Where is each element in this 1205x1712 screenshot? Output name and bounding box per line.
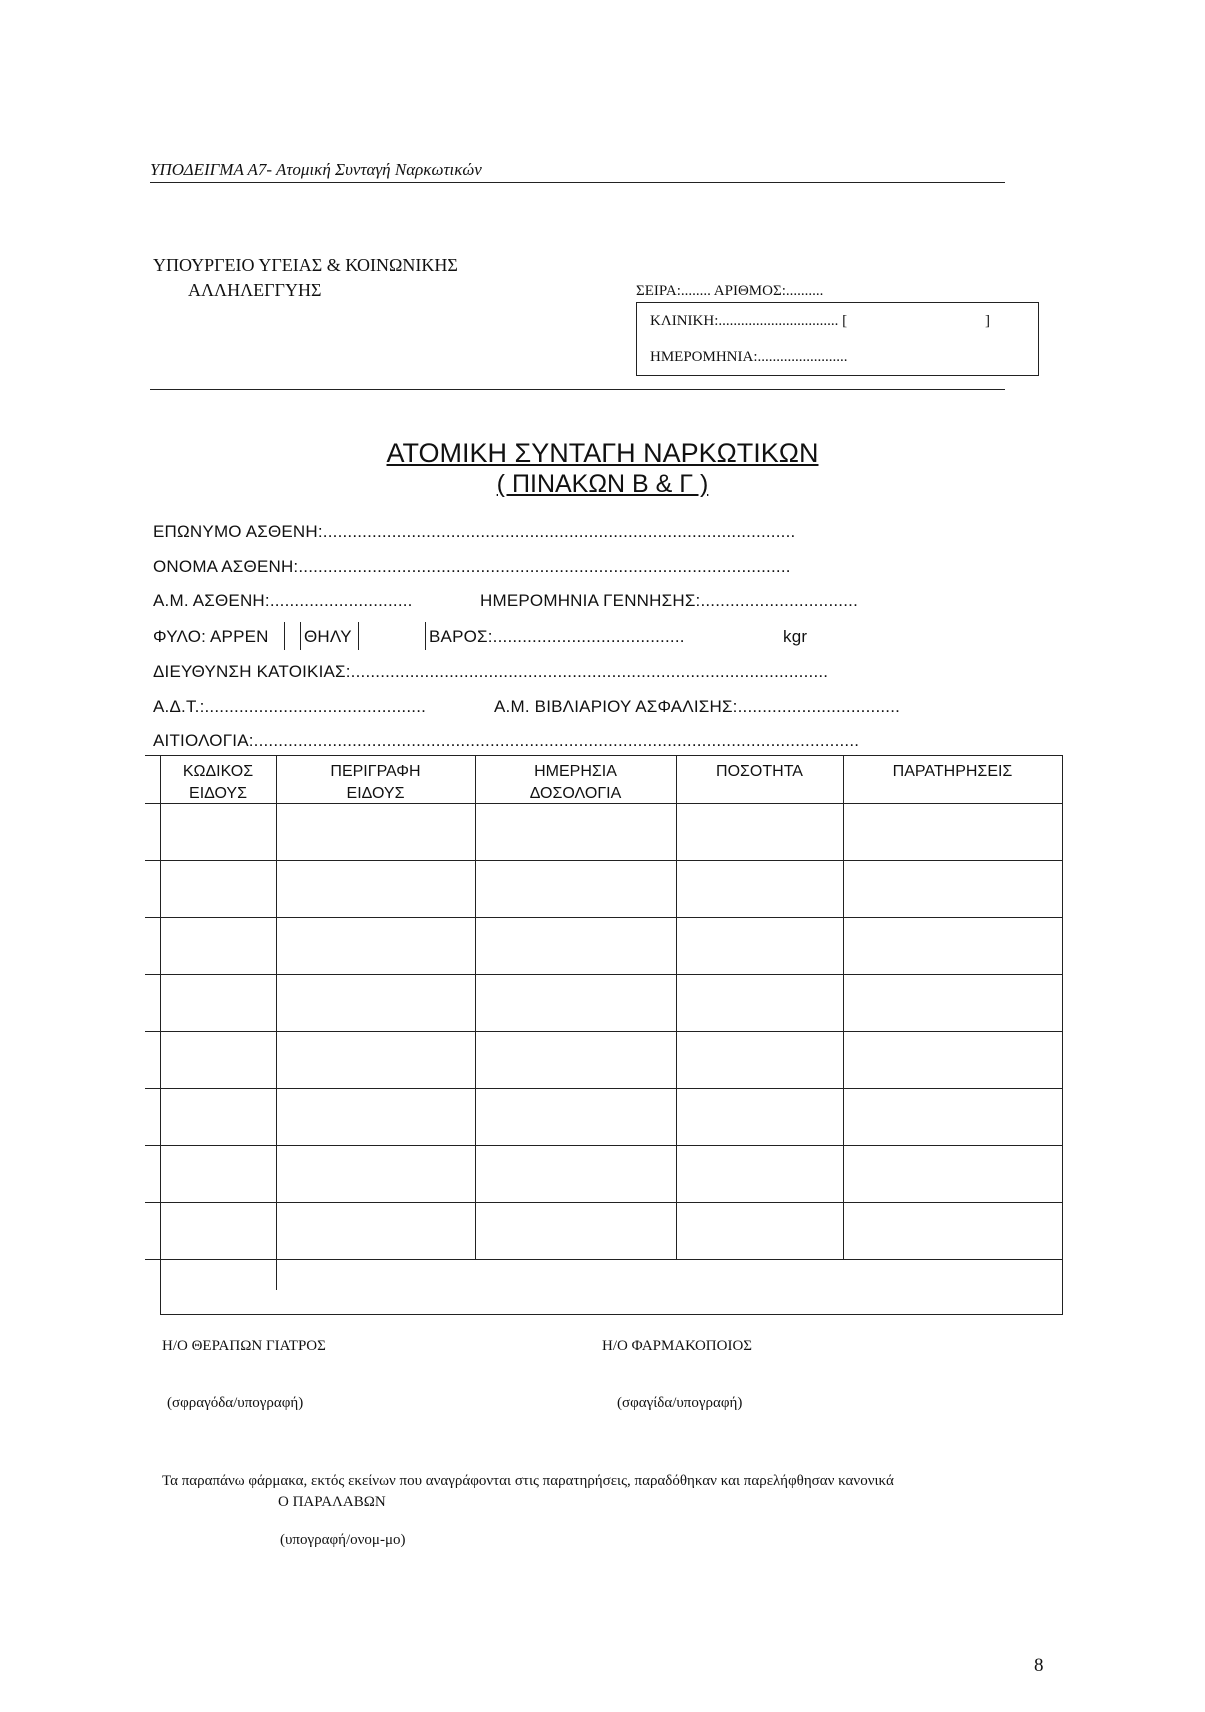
pharmacist-label: Η/Ο ΦΑΡΜΑΚΟΠΟΙΟΣ — [602, 1338, 753, 1354]
sex-male-checkbox[interactable] — [284, 622, 285, 650]
sex-female-separator — [300, 622, 301, 650]
table-row-line — [145, 1088, 1063, 1089]
weight-separator — [425, 622, 426, 650]
header-daily-dosage-line1: ΗΜΕΡΗΣΙΑ — [534, 763, 617, 780]
header-item-code — [160, 761, 276, 805]
header-item-description-line1: ΠΕΡΙΓΡΑΦΗ — [330, 763, 421, 780]
pharmacist-signature-note: (σφαγίδα/υπογραφή) — [617, 1395, 743, 1411]
receiver-label: Ο ΠΑΡΑΛΑΒΩΝ — [278, 1494, 386, 1510]
header-remarks — [843, 761, 1062, 783]
clinic-bracket-close: ] — [985, 313, 990, 329]
table-top-border — [145, 755, 1063, 756]
table-row-line — [145, 917, 1063, 918]
date-field: ΗΜΕΡΟΜΗΝΙΑ:........................ — [650, 349, 848, 365]
weight-unit: kgr — [783, 627, 808, 646]
address-field: ΔΙΕΥΘΥΝΣΗ ΚΑΤΟΙΚΙΑΣ:................................................................................................. — [153, 662, 829, 681]
table-row-line — [145, 1031, 1063, 1032]
ministry-line-1: ΥΠΟΥΡΓΕΙΟ ΥΓΕΙΑΣ & ΚΟΙΝΩΝΙΚΗΣ — [153, 255, 458, 275]
delivery-statement: Τα παραπάνω φάρμακα, εκτός εκείνων που αναγράφονται στις παρατηρήσεις, παραδόθηκαν και παρελήφθησαν κανονικά — [162, 1473, 894, 1489]
sex-female-checkbox[interactable] — [358, 622, 359, 650]
receiver-signature-note: (υπογραφή/ονομ-μο) — [280, 1532, 406, 1548]
doctor-label: Η/Ο ΘΕΡΑΠΩΝ ΓΙΑΤΡΟΣ — [162, 1338, 326, 1354]
clinic-field: ΚΛΙΝΙΚΗ:................................ [ — [650, 313, 848, 329]
table-row-line — [145, 1259, 1063, 1260]
doctor-signature-note: (σφραγόδα/υπογραφή) — [167, 1395, 304, 1411]
patient-id-field: Α.Μ. ΑΣΘΕΝΗ:............................. — [153, 591, 413, 610]
weight-field: ΒΑΡΟΣ:....................................... — [429, 627, 685, 646]
table-row-line — [145, 860, 1063, 861]
series-number-field: ΣΕΙΡΑ:........ ΑΡΙΘΜΟΣ:.......... — [636, 283, 824, 299]
table-right-border — [1062, 755, 1063, 1315]
reason-field: ΑΙΤΙΟΛΟΓΙΑ:........................................................................................................................... — [153, 731, 860, 750]
header-daily-dosage-line2: ΔΟΣΟΛΟΓΙΑ — [529, 785, 622, 802]
sex-female-label: ΘΗΛΥ — [304, 627, 352, 646]
header-quantity — [676, 761, 843, 783]
table-column-divider — [276, 755, 277, 1290]
name-field: ΟΝΟΜΑ ΑΣΘΕΝΗ:.................................................................................................... — [153, 557, 791, 576]
form-subtitle: ( ΠΙΝΑΚΩΝ Β & Γ ) — [496, 470, 709, 498]
sex-male-label: ΦΥΛΟ: ΑΡΡΕΝ — [153, 627, 269, 646]
table-bottom-border — [160, 1314, 1063, 1315]
table-row-line — [145, 1202, 1063, 1203]
table-row-line — [145, 974, 1063, 975]
header-divider — [150, 389, 1005, 390]
table-column-divider — [676, 755, 677, 1260]
table-row-line — [145, 1145, 1063, 1146]
surname-field: ΕΠΩΝΥΜΟ ΑΣΘΕΝΗ:................................................................................................ — [153, 522, 796, 541]
form-title: ΑΤΟΜΙΚΗ ΣΥΝΤΑΓΗ ΝΑΡΚΩΤΙΚΩΝ — [386, 438, 819, 468]
header-underline — [150, 182, 1005, 183]
header-quantity-line1: ΠΟΣΟΤΗΤΑ — [716, 763, 803, 780]
header-item-description-line2: ΕΙΔΟΥΣ — [346, 785, 405, 802]
header-daily-dosage — [475, 761, 676, 805]
page-number: 8 — [1034, 1655, 1044, 1676]
insurance-book-field: Α.Μ. ΒΙΒΛΙΑΡΙΟΥ ΑΣΦΑΛΙΣΗΣ:................................. — [494, 697, 901, 716]
header-item-code-line1: ΚΩΔΙΚΟΣ — [182, 763, 254, 780]
header-item-description — [276, 761, 475, 805]
header-remarks-line1: ΠΑΡΑΤΗΡΗΣΕΙΣ — [892, 763, 1013, 780]
table-column-divider — [843, 755, 844, 1260]
id-card-field: Α.Δ.Τ.:............................................. — [153, 697, 427, 716]
birth-date-field: ΗΜΕΡΟΜΗΝΙΑ ΓΕΝΝΗΣΗΣ:................................ — [480, 591, 858, 610]
ministry-line-2: ΑΛΛΗΛΕΓΓΥΗΣ — [188, 280, 322, 300]
table-column-divider — [475, 755, 476, 1260]
template-title: ΥΠΟΔΕΙΓΜΑ Α7- Ατομική Συνταγή Ναρκωτικών — [150, 160, 482, 179]
table-left-border — [160, 755, 161, 1315]
header-item-code-line2: ΕΙΔΟΥΣ — [189, 785, 247, 802]
